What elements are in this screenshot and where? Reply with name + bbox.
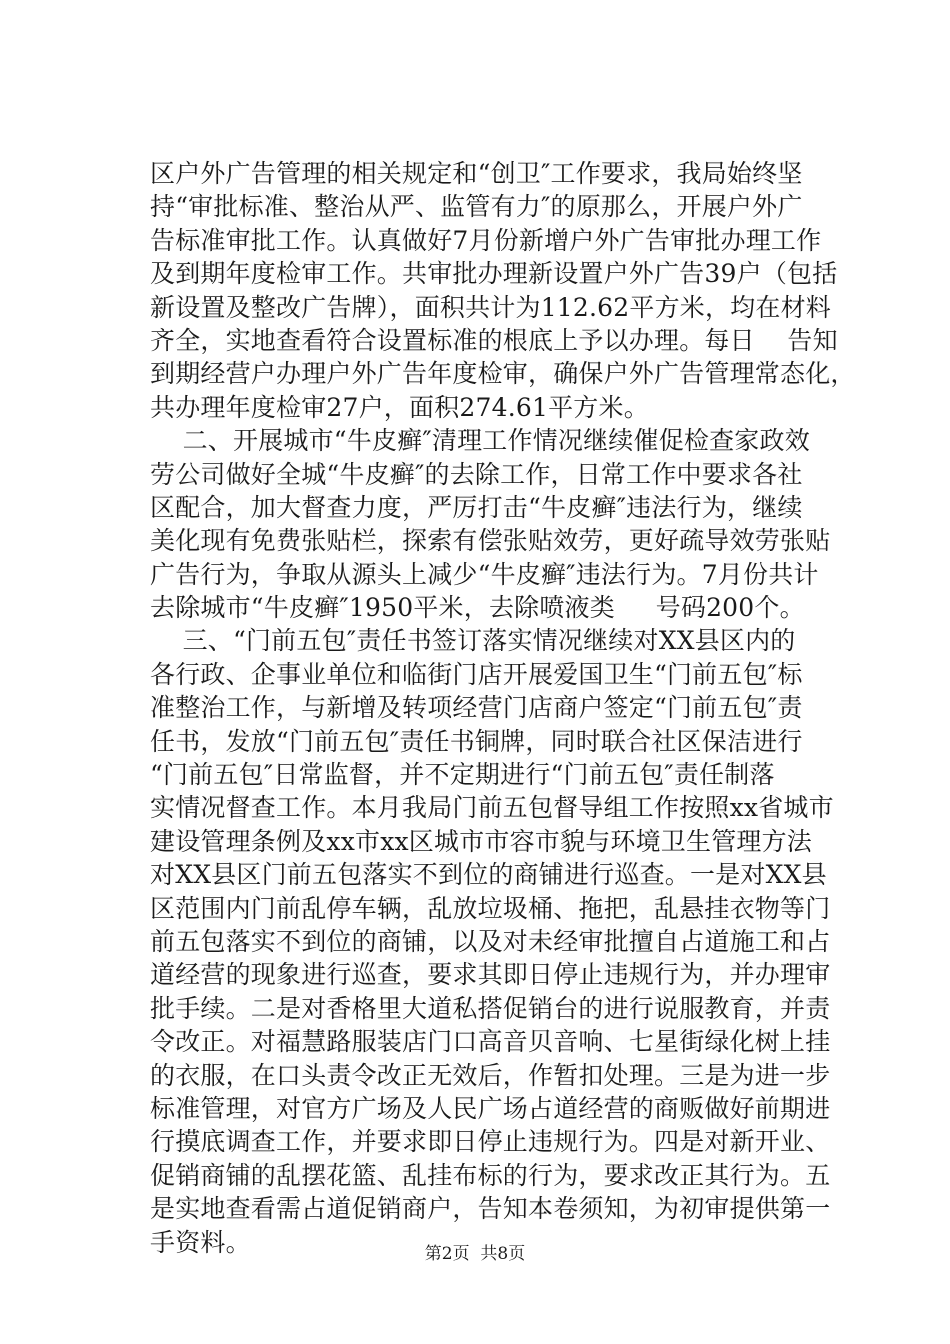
text-line: 区配合，加大督查力度，严厉打击“牛皮癣″违法行为，继续 (150, 492, 803, 522)
text-line: “门前五包″日常监督，并不定期进行“门前五包″责任制落 (150, 760, 775, 790)
section-heading-line: 二、开展城市“牛皮癣″清理工作情况继续催促检查家政效 (150, 426, 810, 456)
text-line: 促销商铺的乱摆花篮、乱挂布标的行为，要求改正其行为。五 (150, 1160, 831, 1190)
text-line: 任书，发放“门前五包″责任书铜牌，同时联合社区保洁进行 (150, 726, 803, 756)
text-line: 及到期年度检审工作。共审批办理新设置户外广告39户（包括 (150, 259, 838, 289)
text-line: 令改正。对福慧路服装店门口高音贝音响、七星街绿化树上挂 (150, 1027, 831, 1057)
text-line: 实情况督查工作。本月我局门前五包督导组工作按照xx省城市 (150, 793, 834, 823)
text-line: 齐全，实地查看符合设置标准的根底上予以办理。每日 告知 (150, 325, 838, 355)
text-line: 是实地查看需占道促销商户，告知本卷须知，为初审提供第一 (150, 1194, 831, 1224)
text-line: 行摸底调查工作，并要求即日停止违规行为。四是对新开业、 (150, 1127, 831, 1157)
text-line: 建设管理条例及xx市xx区城市市容市貌与环境卫生管理方法 (150, 826, 812, 856)
text-line: 持“审批标准、整治从严、监管有力″的原那么，开展户外广 (150, 192, 803, 222)
text-line: 劳公司做好全城“牛皮癣″的去除工作，日常工作中要求各社 (150, 459, 803, 489)
text-line: 道经营的现象进行巡查，要求其即日停止违规行为，并办理审 (150, 960, 831, 990)
text-line: 区户外广告管理的相关规定和“创卫″工作要求，我局始终坚 (150, 159, 803, 188)
text-line: 标准管理，对官方广场及人民广场占道经营的商贩做好前期进 (150, 1093, 831, 1123)
text-line: 手资料。 (150, 1227, 251, 1257)
text-line: 批手续。二是对香格里大道私搭促销台的进行说服教育，并责 (150, 993, 831, 1023)
text-line: 前五包落实不到位的商铺，以及对未经审批擅自占道施工和占 (150, 926, 831, 956)
text-line: 的衣服，在口头责令改正无效后，作暂扣处理。三是为进一步 (150, 1060, 831, 1090)
text-line: 广告行为，争取从源头上减少“牛皮癣″违法行为。7月份共计 (150, 559, 819, 589)
page-number-footer: 第2页 共8页 (424, 1244, 526, 1264)
text-line: 告标准审批工作。认真做好7月份新增户外广告审批办理工作 (150, 225, 822, 255)
body-text (150, 157, 856, 1259)
text-line: 去除城市“牛皮癣″1950平米，去除喷液类 号码200个。 (150, 593, 805, 623)
text-line: 美化现有免费张贴栏，探索有偿张贴效劳，更好疏导效劳张贴 (150, 526, 831, 556)
text-line: 新设置及整改广告牌），面积共计为112.62平方米，均在材料 (150, 292, 831, 322)
section-heading-line: 三、“门前五包″责任书签订落实情况继续对XX县区内的 (150, 626, 796, 656)
text-line: 到期经营户办理户外广告年度检审，确保户外广告管理常态化， (150, 359, 856, 389)
text-line: 准整治工作，与新增及转项经营门店商户签定“门前五包″责 (150, 693, 803, 723)
text-line: 对XX县区门前五包落实不到位的商铺进行巡查。一是对XX县 (150, 860, 827, 890)
text-line: 各行政、企事业单位和临街门店开展爱国卫生“门前五包″标 (150, 659, 803, 689)
text-line: 区范围内门前乱停车辆，乱放垃圾桶、拖把，乱悬挂衣物等门 (150, 893, 831, 923)
text-line: 共办理年度检审27户，面积274.61平方米。 (150, 392, 649, 422)
